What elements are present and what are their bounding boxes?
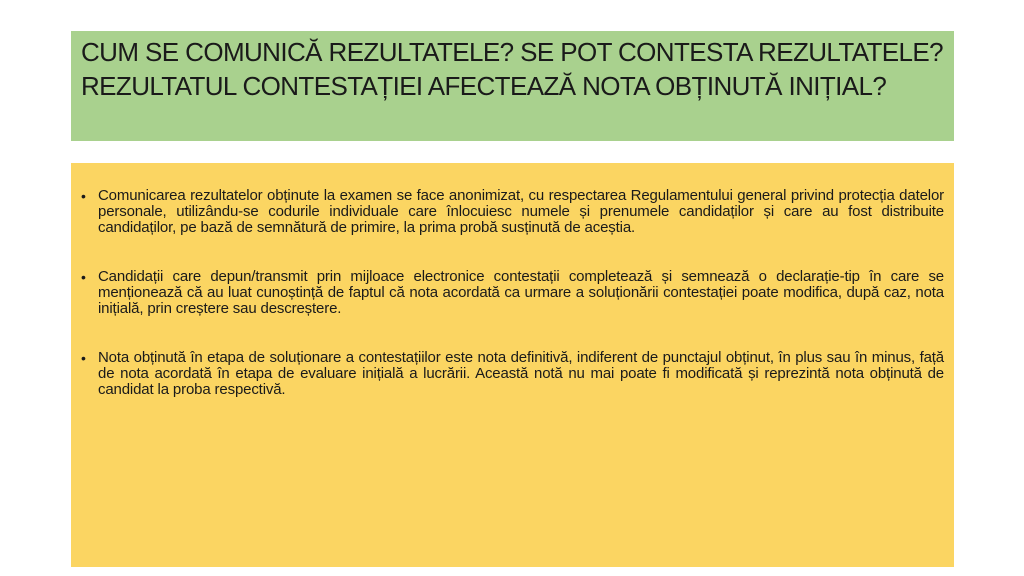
- bullet-text: Comunicarea rezultatelor obținute la examen se face anonimizat, cu respectarea Regulamentului general privind protecția datelor personale, utilizându-se codurile individuale care înlocuiesc numele și prenumele candidaților și care au fost distribuite candidaților, pe bază de semnătură de primire, la prima probă susținută de aceștia.: [98, 187, 944, 236]
- bullet-item: [81, 350, 944, 398]
- slide-title: CUM SE COMUNICĂ REZULTATELE? SE POT CONTESTA REZULTATELE? REZULTATUL CONTESTAȚIEI AFECTEAZĂ NOTA OBȚINUTĂ INIȚIAL?: [81, 37, 943, 101]
- bullet-list: [81, 188, 944, 398]
- title-banner: [71, 31, 954, 141]
- bullet-dot-icon: •: [81, 188, 86, 204]
- bullet-dot-icon: •: [81, 350, 86, 366]
- bullet-text: Candidații care depun/transmit prin mijloace electronice contestații completează și semnează o declarație-tip în care se menționează că au luat cunoștință de faptul că nota acordată ca urmare a soluționării contestației poate modifica, după caz, nota inițială, prin creștere sau descreștere.: [98, 268, 944, 317]
- content-panel: [71, 163, 954, 567]
- bullet-text: Nota obținută în etapa de soluționare a contestațiilor este nota definitivă, indiferent de punctajul obținut, în plus sau în minus, față de nota acordată în etapa de evaluare inițială a lucrării. Această notă nu mai poate fi modificată și reprezintă nota obținută de candidat la proba respectivă.: [98, 349, 944, 398]
- bullet-dot-icon: •: [81, 269, 86, 285]
- bullet-item: [81, 188, 944, 236]
- bullet-item: [81, 269, 944, 317]
